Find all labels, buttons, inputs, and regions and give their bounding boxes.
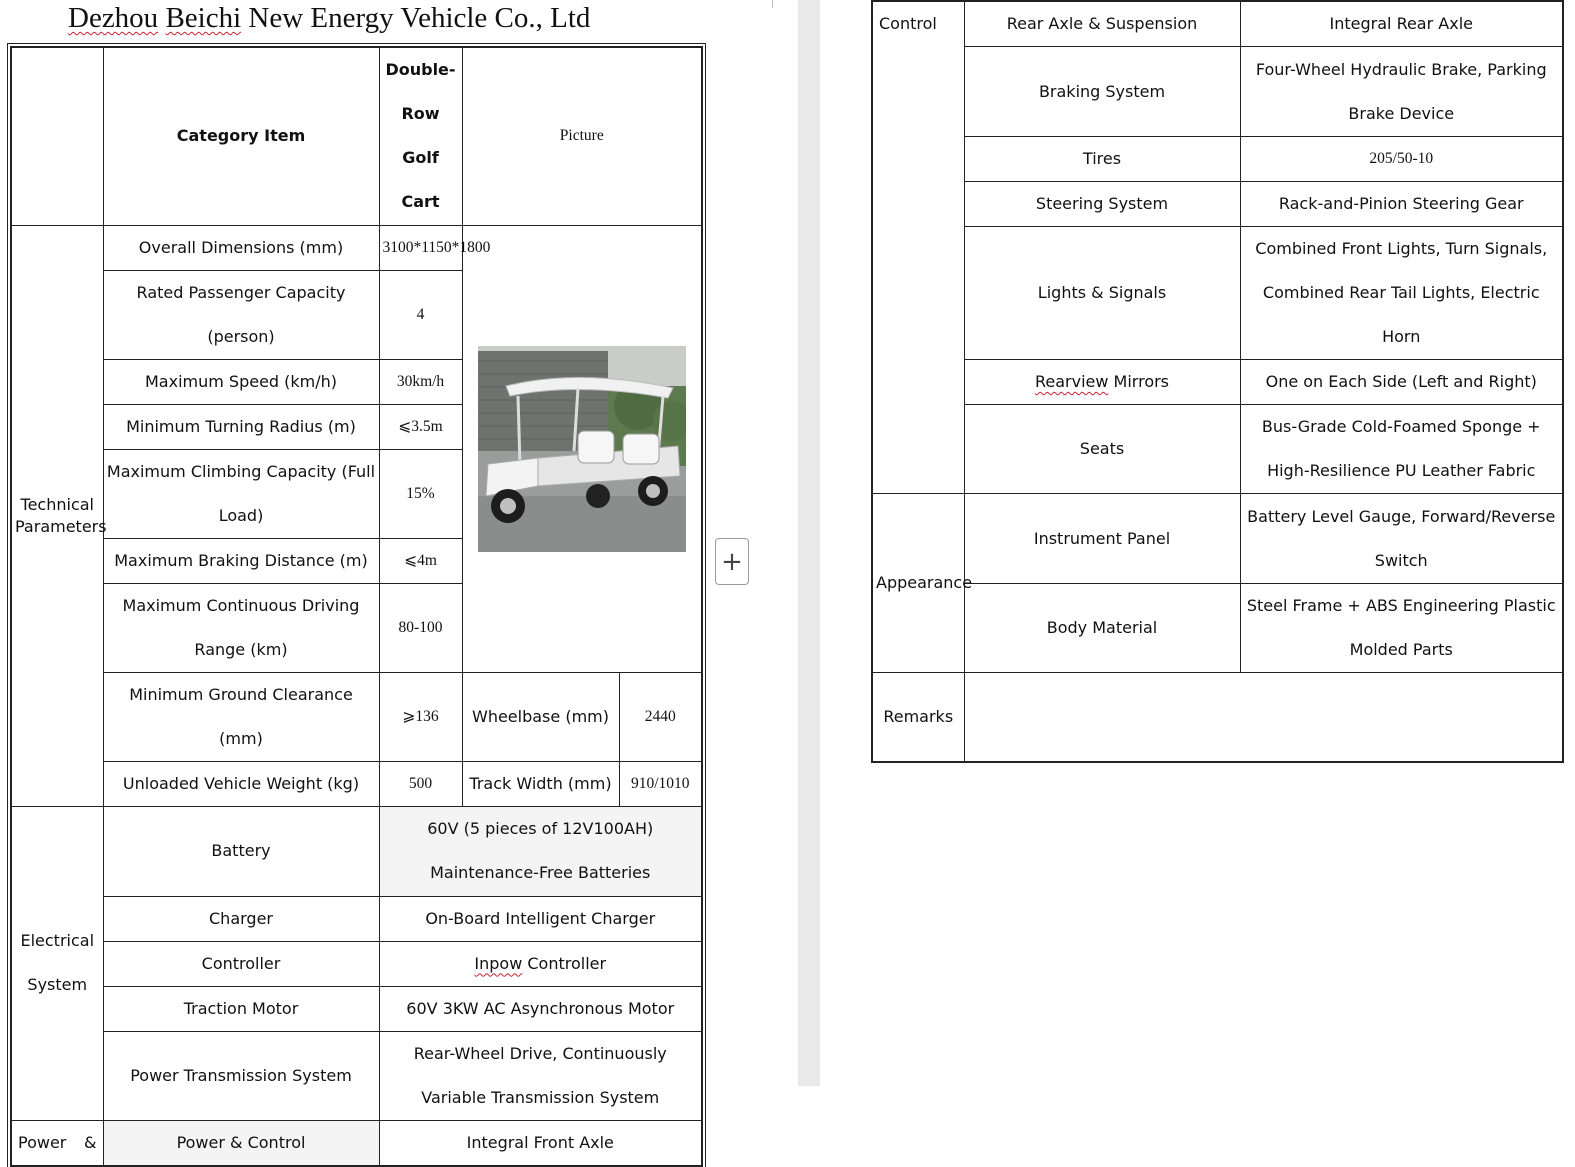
row-value: Integral Front Axle: [379, 1120, 702, 1166]
row-value: One on Each Side (Left and Right): [1240, 360, 1563, 405]
title-word-2: Beichi: [165, 2, 242, 34]
row-item: Rated Passenger Capacity (person): [103, 270, 379, 359]
controller-brand: Inpow: [474, 953, 523, 973]
mirror-word: Rearview: [1034, 372, 1109, 391]
row-item: Rear Axle & Suspension: [964, 1, 1240, 47]
table-row: [872, 137, 1563, 182]
table-row: [872, 227, 1563, 360]
row-item: Braking System: [964, 47, 1240, 137]
page-edge: [772, 0, 773, 8]
row-item: Power Transmission System: [103, 1031, 379, 1120]
table-row: [11, 896, 702, 941]
row-value: 30km/h: [379, 359, 462, 404]
table-row: [11, 1031, 702, 1120]
header-category-item: Category Item: [103, 47, 379, 225]
row-value: 500: [379, 761, 462, 806]
row-value-secondary: 910/1010: [619, 761, 702, 806]
row-item: Lights & Signals: [964, 227, 1240, 360]
table-row: [11, 986, 702, 1031]
row-value: On-Board Intelligent Charger: [379, 896, 702, 941]
row-value: Rack-and-Pinion Steering Gear: [1240, 182, 1563, 227]
row-item: Minimum Turning Radius (m): [103, 404, 379, 449]
table-header-row: [11, 47, 702, 225]
row-item: Traction Motor: [103, 986, 379, 1031]
table-row: [872, 494, 1563, 584]
row-value: Combined Front Lights, Turn Signals, Combined Rear Tail Lights, Electric Horn: [1240, 227, 1563, 360]
table-row: [872, 405, 1563, 494]
remarks-value[interactable]: [964, 673, 1563, 762]
row-value: Integral Rear Axle: [1240, 1, 1563, 47]
header-model: Double-Row Golf Cart: [379, 47, 462, 225]
row-item: Battery: [103, 806, 379, 896]
row-item: Controller: [103, 941, 379, 986]
row-item: Maximum Braking Distance (m): [103, 538, 379, 583]
table-row: [11, 806, 702, 896]
group-remarks: Remarks: [872, 673, 964, 762]
row-item-secondary: Wheelbase (mm): [462, 672, 619, 761]
document-title: [68, 2, 590, 35]
table-row: [11, 941, 702, 986]
row-value: 60V (5 pieces of 12V100AH) Maintenance-Free Batteries: [379, 806, 702, 896]
add-row-button[interactable]: +: [715, 538, 749, 585]
row-value: 80-100: [379, 583, 462, 672]
row-value: Four-Wheel Hydraulic Brake, Parking Brake Device: [1240, 47, 1563, 137]
group-technical-parameters: Technical Parameters: [11, 225, 103, 806]
row-value: ⩾136: [379, 672, 462, 761]
row-item: Power & Control: [103, 1120, 379, 1166]
table-row: [872, 47, 1563, 137]
spec-table-left: [10, 46, 703, 1167]
table-row: [11, 225, 702, 270]
table-row: [872, 584, 1563, 673]
table-row: [872, 673, 1563, 762]
table-row: [872, 182, 1563, 227]
row-value-secondary: 2440: [619, 672, 702, 761]
row-value: Bus-Grade Cold-Foamed Sponge + High-Resilience PU Leather Fabric: [1240, 405, 1563, 494]
row-item: [964, 360, 1240, 405]
row-item: Maximum Climbing Capacity (Full Load): [103, 449, 379, 538]
table-row: [11, 672, 702, 761]
table-row: [872, 1, 1563, 47]
row-value: Battery Level Gauge, Forward/Reverse Switch: [1240, 494, 1563, 584]
table-row: [872, 360, 1563, 405]
group-power-control: Power &: [11, 1120, 103, 1166]
row-item: Tires: [964, 137, 1240, 182]
row-value: ⩽3.5m: [379, 404, 462, 449]
row-item: Seats: [964, 405, 1240, 494]
header-blank-cell: [11, 47, 103, 225]
table-row: [11, 1120, 702, 1166]
row-item-secondary: Track Width (mm): [462, 761, 619, 806]
controller-suffix: Controller: [522, 953, 607, 973]
row-value: ⩽4m: [379, 538, 462, 583]
row-item: Instrument Panel: [964, 494, 1240, 584]
mirror-suffix: Mirrors: [1108, 372, 1170, 391]
header-picture: Picture: [462, 47, 702, 225]
row-value: [379, 941, 702, 986]
row-value: 4: [379, 270, 462, 359]
row-item: Maximum Continuous Driving Range (km): [103, 583, 379, 672]
golf-cart-photo: [478, 346, 686, 552]
row-item: Minimum Ground Clearance (mm): [103, 672, 379, 761]
row-value: Rear-Wheel Drive, Continuously Variable Transmission System: [379, 1031, 702, 1120]
row-item: Body Material: [964, 584, 1240, 673]
picture-cell: [462, 225, 702, 672]
page-gutter: [798, 0, 820, 1086]
row-item: Overall Dimensions (mm): [103, 225, 379, 270]
row-value: Steel Frame + ABS Engineering Plastic Molded Parts: [1240, 584, 1563, 673]
group-electrical-system: Electrical System: [11, 806, 103, 1120]
table-row: [11, 761, 702, 806]
row-item: Steering System: [964, 182, 1240, 227]
row-item: Charger: [103, 896, 379, 941]
group-control: Control: [872, 1, 964, 494]
row-value: 3100*1150*1800: [379, 225, 462, 270]
row-item: Unloaded Vehicle Weight (kg): [103, 761, 379, 806]
title-rest: New Energy Vehicle Co., Ltd: [248, 2, 591, 34]
spec-table-right: [871, 0, 1564, 763]
row-item: Maximum Speed (km/h): [103, 359, 379, 404]
row-value: 205/50-10: [1240, 137, 1563, 182]
title-word-1: Dezhou: [68, 2, 159, 34]
row-value: 60V 3KW AC Asynchronous Motor: [379, 986, 702, 1031]
row-value: 15%: [379, 449, 462, 538]
group-appearance: Appearance: [872, 494, 964, 673]
